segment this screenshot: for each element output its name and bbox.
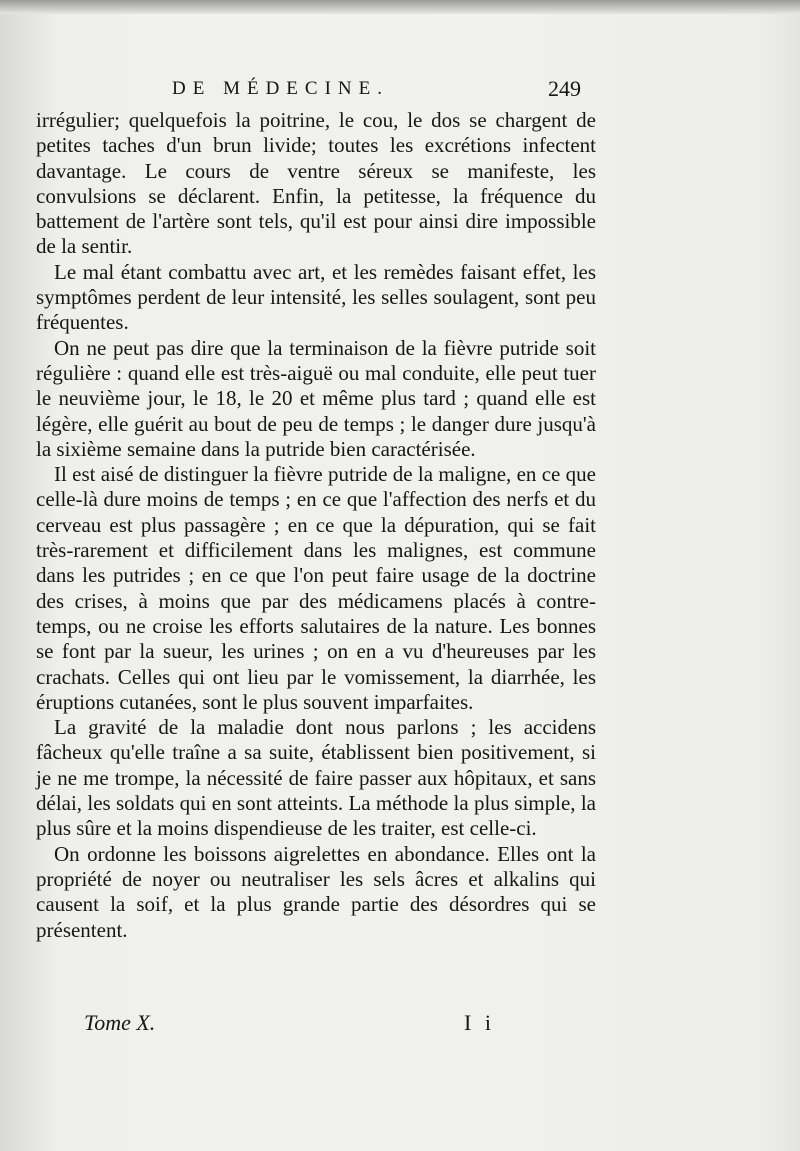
volume-label: Tome X. — [84, 1010, 156, 1035]
paragraph-3: On ne peut pas dire que la terminaison de la fièvre putride soit régulière : quand elle est très-aiguë ou mal conduite, elle peut tuer le neuvième jour, le 18, le 20 et même plus tard ; quand elle est légère, elle guérit au bout de peu de temps ; le danger dure jusqu'à la sixième semaine dans la putride bien caractérisée. — [36, 335, 596, 461]
paragraph-2: Le mal étant combattu avec art, et les remèdes faisant effet, les symptômes perdent de leur intensité, les selles soulagent, sont peu fréquentes. — [36, 259, 596, 335]
body-text — [36, 108, 596, 943]
paragraph-1: irrégulier; quelquefois la poitrine, le cou, le dos se chargent de petites taches d'un brun livide; toutes les excrétions infectent davantage. Le cours de ventre séreux se manifeste, les convulsions se déclarent. Enfin, la petitesse, la fréquence du battement de l'artère sont tels, qu'il est pour ainsi dire impossible de la sentir. — [36, 108, 596, 259]
signature-mark: I i — [464, 1010, 495, 1035]
page-footer — [84, 1010, 544, 1036]
running-title: DE MÉDECINE. — [172, 78, 389, 99]
paragraph-6: On ordonne les boissons aigrelettes en abondance. Elles ont la propriété de noyer ou neutraliser les sels âcres et alkalins qui causent la soif, et la plus grande partie des désordres qui se présentent. — [36, 841, 596, 942]
paragraph-4: Il est aisé de distinguer la fièvre putride de la maligne, en ce que celle-là dure moins de temps ; en ce que l'affection des nerfs et du cerveau est plus passagère ; en ce que la dépuration, qui se fait très-rarement et difficilement dans les malignes, est commune dans les putrides ; en ce que l'on peut faire usage de la doctrine des crises, à moins que par des médicamens placés à contre-temps, ou ne croise les efforts salutaires de la nature. Les bonnes se font par la sueur, les urines ; on en a vu d'heureuses par les crachats. Celles qui ont lieu par le vomissement, la diarrhée, les éruptions cutanées, sont le plus souvent imparfaites. — [36, 462, 596, 714]
paragraph-5: La gravité de la maladie dont nous parlons ; les accidens fâcheux qu'elle traîne a sa suite, établissent bien positivement, si je ne me trompe, la nécessité de faire passer aux hôpitaux, et sans délai, les soldats qui en sont atteints. La méthode la plus simple, la plus sûre et la moins dispendieuse de les traiter, est celle-ci. — [36, 715, 596, 841]
page-number: 249 — [548, 76, 581, 101]
